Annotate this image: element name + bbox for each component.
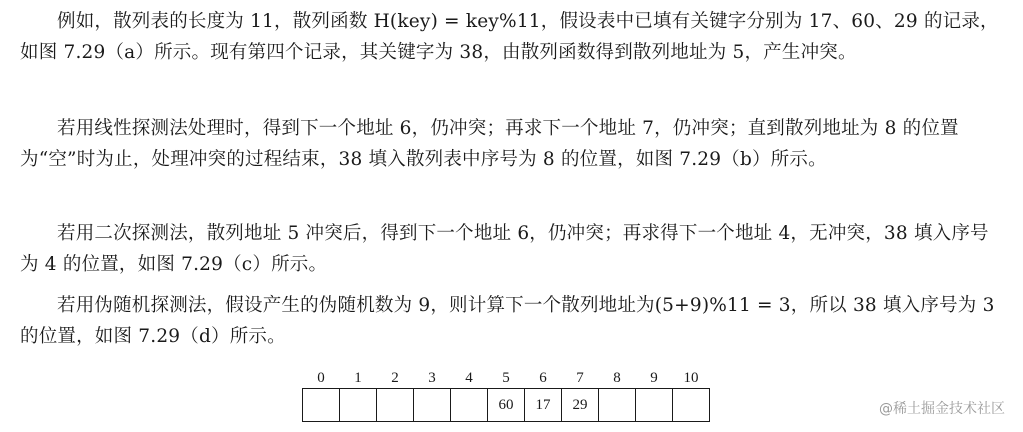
- hash-table-index-row: [303, 368, 710, 389]
- hash-cell-0: [303, 389, 340, 422]
- hash-cell-7: 29: [562, 389, 599, 422]
- paragraph-random-probing: 若用伪随机探测法，假设产生的伪随机数为 9，则计算下一个散列地址为(5+9)%11 = 3，所以 38 填入序号为 3 的位置，如图 7.29（d）所示。: [20, 295, 995, 347]
- index-label-9: 9: [650, 369, 658, 386]
- index-label-6: 6: [539, 369, 547, 386]
- index-label-1: 1: [354, 369, 362, 386]
- index-label-4: 4: [465, 369, 473, 386]
- hash-cell-10: [673, 389, 710, 422]
- index-label-10: 10: [683, 369, 699, 386]
- index-label-2: 2: [391, 369, 399, 386]
- hash-cell-6: 17: [525, 389, 562, 422]
- paragraph-quadratic-probing: 若用二次探测法，散列地址 5 冲突后，得到下一个地址 6，仍冲突；再求得下一个地址 4，无冲突，38 填入序号为 4 的位置，如图 7.29（c）所示。: [20, 223, 989, 275]
- hash-cell-3: [414, 389, 451, 422]
- hash-cell-9: [636, 389, 673, 422]
- hash-cell-5: 60: [488, 389, 525, 422]
- hash-cell-4: [451, 389, 488, 422]
- paragraph-linear-probing: 若用线性探测法处理时，得到下一个地址 6，仍冲突；再求下一个地址 7，仍冲突；直到散列地址为 8 的位置为“空”时为止，处理冲突的过程结束，38 填入散列表中序号为 8 的位置，如图 7.29（b）所示。: [20, 118, 959, 170]
- paragraph-example: 例如，散列表的长度为 11，散列函数 H(key) = key%11，假设表中已填有关键字分别为 17、60、29 的记录，如图 7.29（a）所示。现有第四个记录，其关键字为 38，由散列函数得到散列地址为 5，产生冲突。: [20, 11, 999, 63]
- hash-cell-8: [599, 389, 636, 422]
- index-label-3: 3: [428, 369, 436, 386]
- hash-cell-1: [340, 389, 377, 422]
- hash-table-cell-row: [303, 389, 710, 422]
- hash-cell-2: [377, 389, 414, 422]
- index-label-0: 0: [317, 369, 325, 386]
- index-label-7: 7: [576, 369, 584, 386]
- hash-table-figure: [302, 368, 710, 422]
- index-label-5: 5: [502, 369, 510, 386]
- watermark-text: @稀土掘金技术社区: [879, 401, 1005, 417]
- index-label-8: 8: [613, 369, 621, 386]
